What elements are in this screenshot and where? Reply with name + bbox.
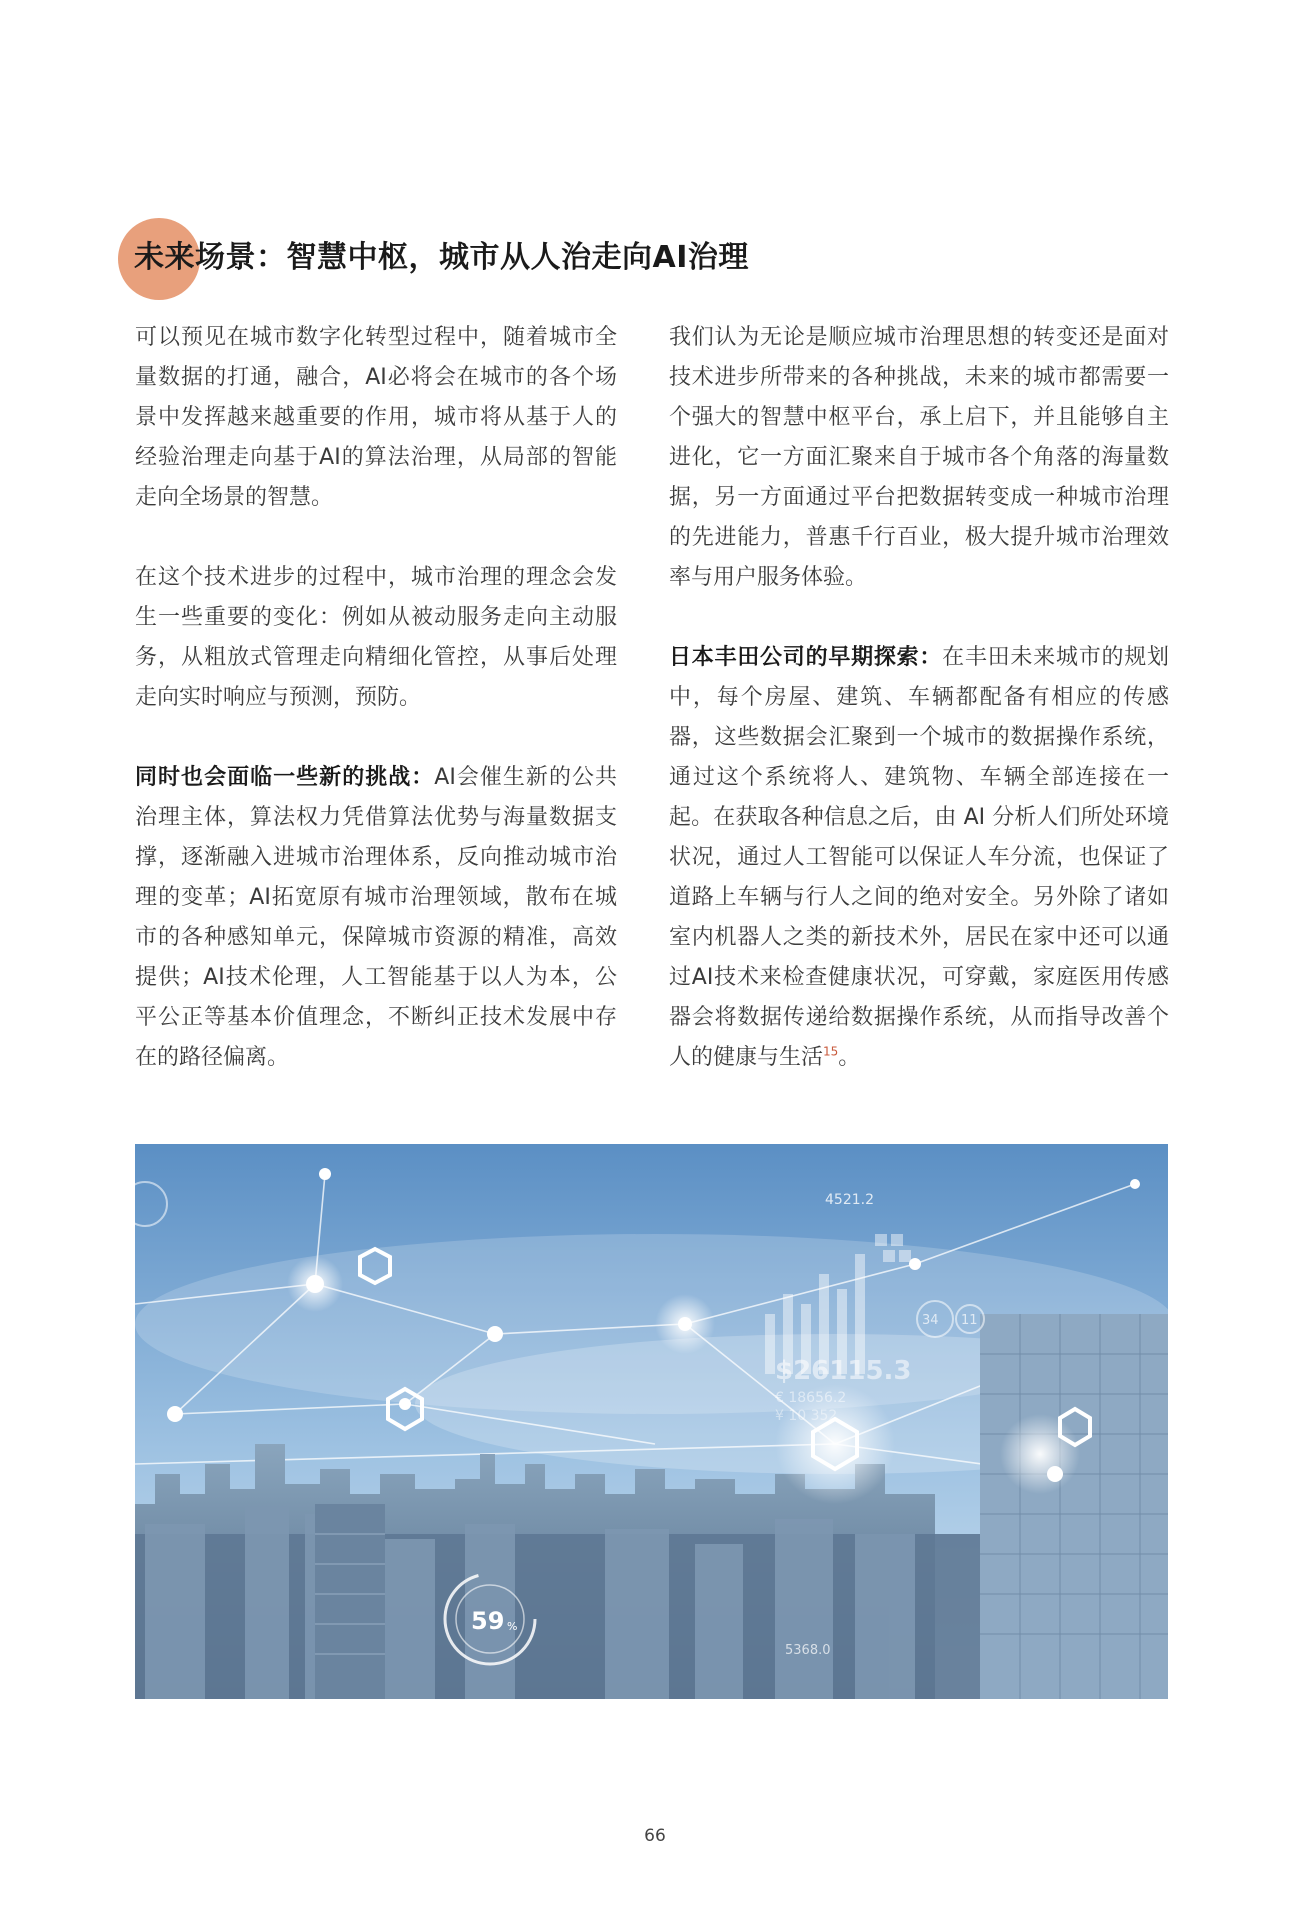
paragraph-lead: 同时也会面临一些新的挑战：: [135, 765, 435, 790]
paragraph: 在这个技术进步的过程中，城市治理的理念会发生一些重要的变化：例如从被动服务走向主动服务，从粗放式管理走向精细化管控，从事后处理走向实时响应与预测，预防。: [135, 565, 617, 710]
gauge-value: 59: [471, 1607, 505, 1635]
hud-value-dollar: $26115.3: [775, 1356, 912, 1386]
paragraph-lead: 日本丰田公司的早期探索：: [669, 645, 943, 670]
gauge-unit: %: [507, 1620, 518, 1633]
page-title: 未来场景：智慧中枢，城市从人治走向AI治理: [134, 240, 749, 275]
left-column: [135, 318, 617, 1118]
section-title: [118, 218, 1178, 300]
paragraph: 同时也会面临一些新的挑战：AI会催生新的公共治理主体，算法权力凭借算法优势与海量数据支撑，逐渐融入进城市治理体系，反向推动城市治理的变革；AI拓宽原有城市治理领域，散布在城市的各种感知单元，保障城市资源的精准，高效提供；AI技术伦理，人工智能基于以人为本，公平公正等基本价值理念，不断纠正技术发展中存在的路径偏离。: [135, 765, 617, 1070]
paragraph: 我们认为无论是顺应城市治理思想的转变还是面对技术进步所带来的各种挑战，未来的城市都需要一个强大的智慧中枢平台，承上启下，并且能够自主进化，它一方面汇聚来自于城市各个角落的海量数据，另一方面通过平台把数据转变成一种城市治理的先进能力，普惠千行百业，极大提升城市治理效率与用户服务体验。: [669, 325, 1169, 590]
paragraph: 可以预见在城市数字化转型过程中，随着城市全量数据的打通，融合，AI必将会在城市的各个场景中发挥越来越重要的作用，城市将从基于人的经验治理走向基于AI的算法治理，从局部的智能走向全场景的智慧。: [135, 325, 617, 510]
hud-value-small-b: 11: [961, 1313, 978, 1328]
smart-city-image: [135, 1144, 1168, 1699]
paragraph: 日本丰田公司的早期探索：在丰田未来城市的规划中，每个房屋、建筑、车辆都配备有相应的传感器，这些数据会汇聚到一个城市的数据操作系统，通过这个系统将人、建筑物、车辆全部连接在一起。在获取各种信息之后，由 AI 分析人们所处环境状况，通过人工智能可以保证人车分流，也保证了道路上车辆与行人之间的绝对安全。另外除了诸如室内机器人之类的新技术外，居民在家中还可以通过AI技术来检查健康状况，可穿戴，家庭医用传感器会将数据传递给数据操作系统，从而指导改善个人的健康与生活$^{15}$。: [669, 645, 1169, 1070]
hud-value-yen: ¥ 10 352: [775, 1408, 838, 1424]
hud-value-top: 4521.2: [825, 1192, 874, 1208]
hud-value-small-a: 34: [922, 1313, 939, 1328]
hud-value-euro: € 18656.2: [775, 1390, 847, 1406]
hud-value-bottom: 5368.0: [785, 1643, 831, 1658]
footnote-ref: 15: [823, 1044, 839, 1059]
page-number: 66: [644, 1826, 666, 1846]
right-column: [669, 318, 1169, 1118]
